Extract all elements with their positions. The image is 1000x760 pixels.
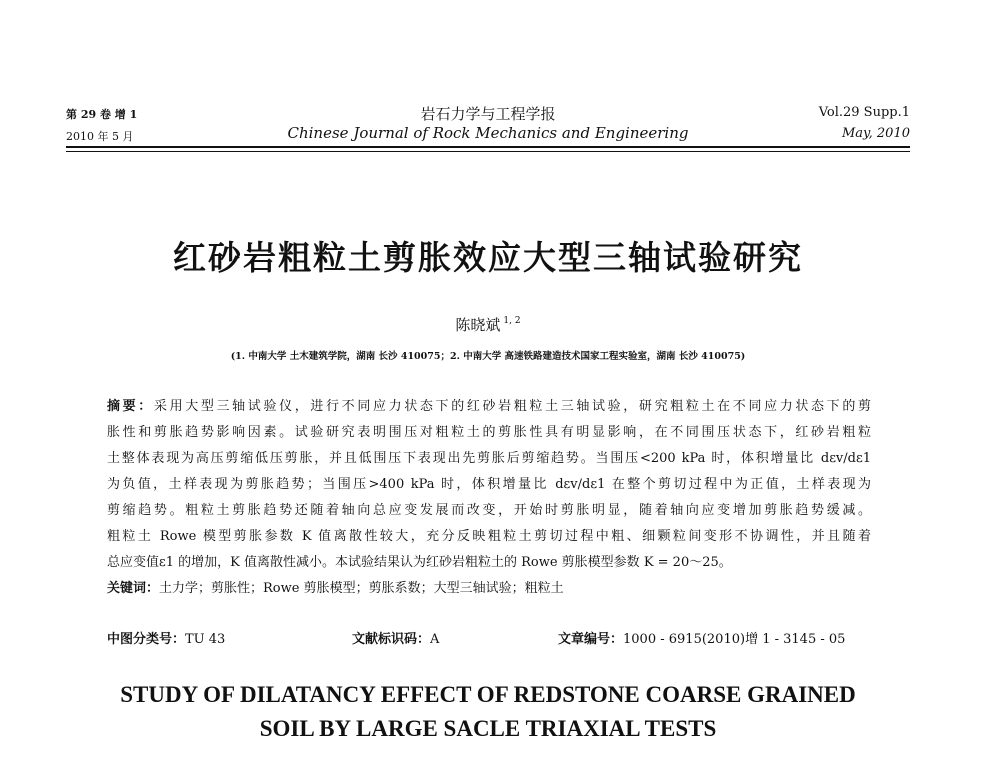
volume-cn: 第 29 卷 增 1 bbox=[66, 108, 138, 121]
abstract-line: 土整体表现为高压剪缩低压剪胀，并且低围压下表现出先剪胀后剪缩趋势。当围压<200 kPa 时，体积增量比 dεv/dε1 bbox=[107, 451, 871, 466]
abstract-line: 为负值，土样表现为剪胀趋势；当围压>400 kPa 时，体积增量比 dεv/dε1 在整个剪切过程中为正值，土样表现为 bbox=[107, 477, 871, 492]
journal-name-cn: 岩石力学与工程学报 bbox=[420, 105, 556, 123]
header-rule-thick bbox=[66, 146, 910, 148]
paper-title-cn: 红砂岩粗粒土剪胀效应大型三轴试验研究 bbox=[173, 238, 803, 277]
document-code: 文献标识码：A bbox=[352, 632, 440, 647]
keywords-text: 土力学；剪胀性；Rowe 剪胀模型；剪胀系数；大型三轴试验；粗粒土 bbox=[159, 581, 564, 596]
article-number: 文章编号：1000 - 6915(2010)增 1 - 3145 - 05 bbox=[558, 632, 846, 647]
paper-title-en-line: STUDY OF DILATANCY EFFECT OF REDSTONE COARSE GRAINED bbox=[120, 682, 856, 707]
date-cn: 2010 年 5 月 bbox=[66, 130, 134, 143]
keywords-label: 关键词： bbox=[107, 581, 160, 596]
abstract-line: 剪缩趋势。粗粒土剪胀趋势还随着轴向总应变发展而改变，开始时剪胀明显，随着轴向应变增加剪胀趋势缓减。 bbox=[107, 503, 871, 518]
abstract-line: 粗粒土 Rowe 模型剪胀参数 K 值离散性较大，充分反映粗粒土剪切过程中粗、细颗粒间变形不协调性，并且随着 bbox=[107, 529, 871, 544]
author-name: 陈晓斌 bbox=[455, 316, 501, 334]
abstract-line: 胀性和剪胀趋势影响因素。试验研究表明围压对粗粒土的剪胀性具有明显影响，在不同围压状态下，红砂岩粗粒 bbox=[107, 425, 871, 440]
abstract bbox=[107, 394, 871, 602]
journal-header bbox=[66, 104, 910, 150]
paper-title-en bbox=[66, 678, 910, 746]
header-rule-thin bbox=[66, 151, 910, 152]
author-line bbox=[66, 314, 910, 335]
date-en: May, 2010 bbox=[841, 126, 910, 141]
abstract-line: 总应变值ε1 的增加，K 值离散性减小。本试验结果认为红砂岩粗粒土的 Rowe 剪胀模型参数 K = 20～25。 bbox=[107, 555, 732, 570]
volume-en: Vol.29 Supp.1 bbox=[818, 105, 910, 120]
paper-title-en-line: SOIL BY LARGE SACLE TRIAXIAL TESTS bbox=[259, 716, 717, 741]
author-affil-marks: 1, 2 bbox=[503, 316, 521, 326]
affiliation: (1. 中南大学 土木建筑学院，湖南 长沙 410075；2. 中南大学 高速铁路建造技术国家工程实验室，湖南 长沙 410075) bbox=[230, 351, 746, 362]
keywords bbox=[107, 576, 871, 602]
abstract-label: 摘要： bbox=[107, 399, 154, 414]
journal-name-en: Chinese Journal of Rock Mechanics and Engineering bbox=[287, 124, 689, 142]
abstract-line: 摘要：采用大型三轴试验仪，进行不同应力状态下的红砂岩粗粒土三轴试验，研究粗粒土在不同应力状态下的剪 bbox=[107, 399, 871, 414]
classification-number: 中图分类号：TU 43 bbox=[107, 632, 226, 647]
